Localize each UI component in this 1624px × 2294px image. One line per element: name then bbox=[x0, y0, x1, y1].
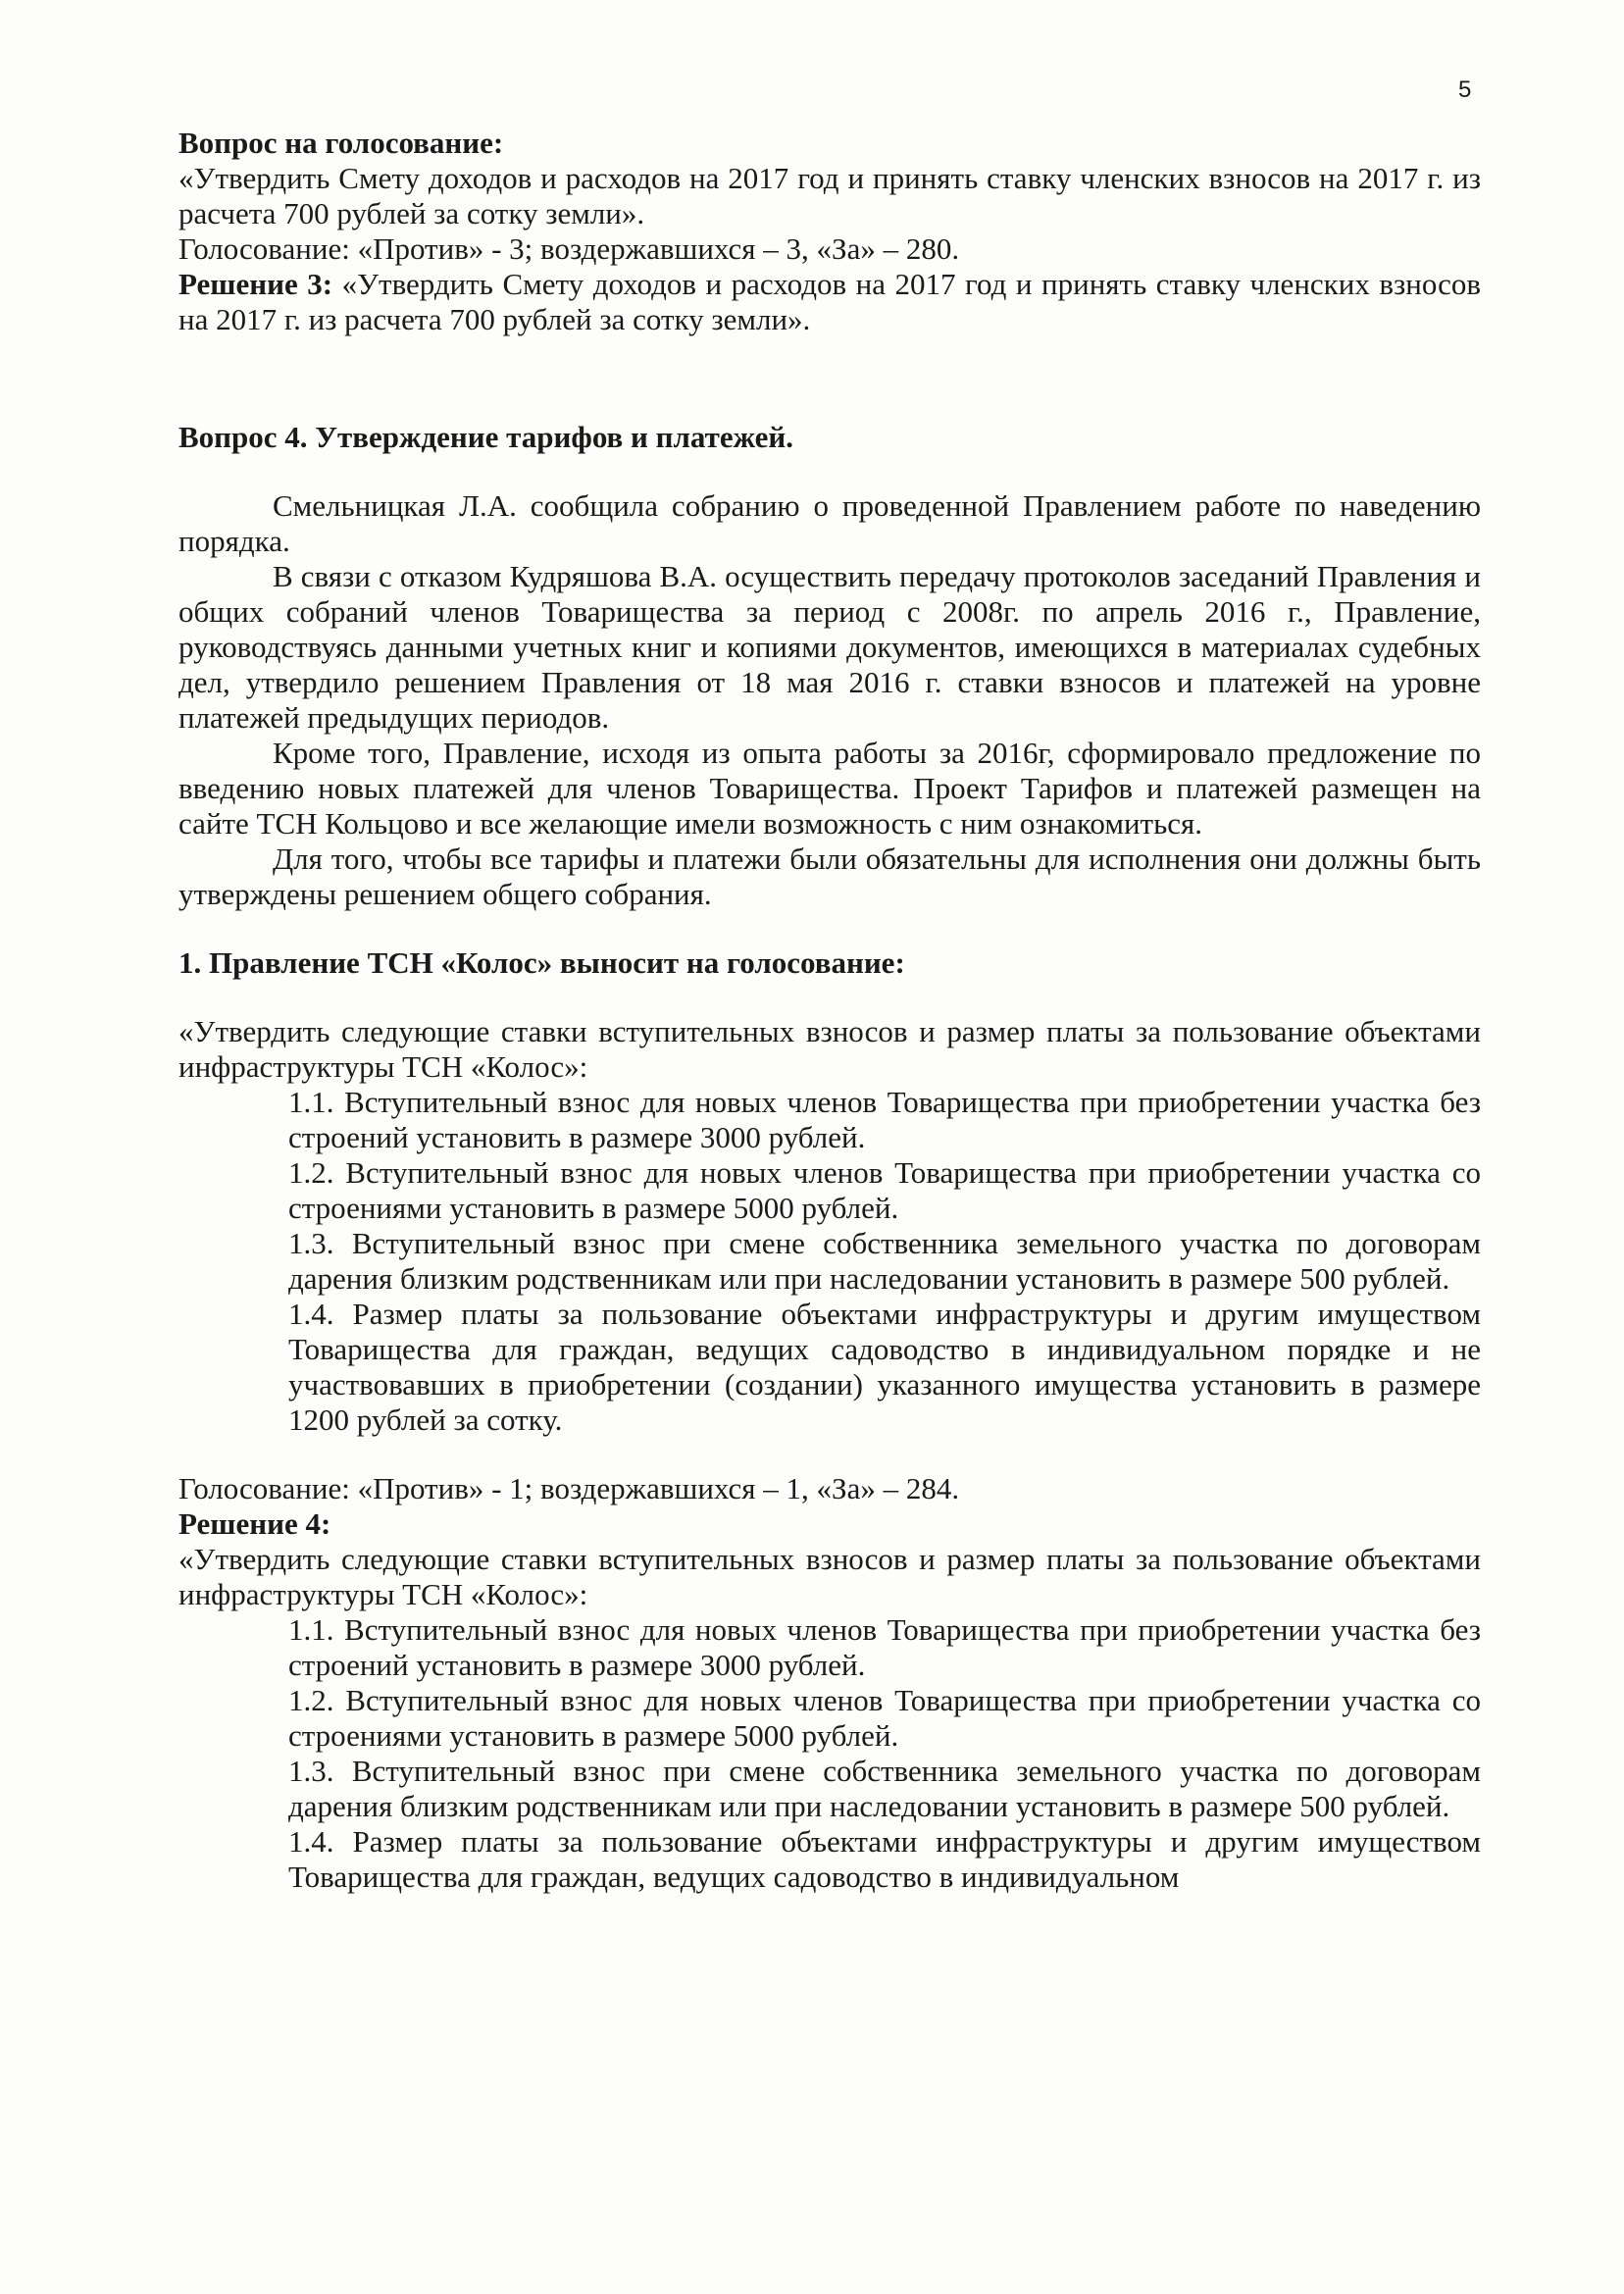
decision-3-label: Решение 3: bbox=[178, 267, 333, 301]
decision-4-label: Решение 4: bbox=[178, 1506, 331, 1541]
decision-item: 1.3. Вступительный взнос при смене собственника земельного участка по договорам дарения близким родственникам или при наследовании установить в размере 500 рублей. bbox=[288, 1754, 1481, 1823]
paragraph: Кроме того, Правление, исходя из опыта работы за 2016г, сформировало предложение по введению новых платежей для членов Товарищества. Проект Тарифов и платежей размещен на сайте ТСН Кольцово и все желающие имели возможность с ним ознакомиться. bbox=[178, 736, 1481, 841]
proposal-item: 1.3. Вступительный взнос при смене собственника земельного участка по договорам дарения близким родственникам или при наследовании установить в размере 500 рублей. bbox=[288, 1226, 1481, 1296]
decision-item: 1.2. Вступительный взнос для новых членов Товарищества при приобретении участка со строениями установить в размере 5000 рублей. bbox=[288, 1683, 1481, 1753]
decision-3 bbox=[178, 267, 1481, 337]
vote-result-4: Голосование: «Против» - 1; воздержавшихся – 1, «За» – 284. bbox=[178, 1471, 960, 1505]
paragraph: Смельницкая Л.А. сообщила собранию о проведенной Правлением работе по наведению порядка. bbox=[178, 488, 1481, 558]
document-body bbox=[178, 126, 1481, 1895]
vote-question-heading: Вопрос на голосование: bbox=[178, 126, 504, 160]
vote-question-text: «Утвердить Смету доходов и расходов на 2017 год и принять ставку членских взносов на 2017 г. из расчета 700 рублей за сотку земли». bbox=[178, 161, 1481, 230]
proposal-intro: «Утвердить следующие ставки вступительных взносов и размер платы за пользование объектами инфраструктуры ТСН «Колос»: bbox=[178, 1014, 1481, 1084]
decision-item: 1.1. Вступительный взнос для новых членов Товарищества при приобретении участка без строений установить в размере 3000 рублей. bbox=[288, 1612, 1481, 1682]
vote-result-3: Голосование: «Против» - 3; воздержавшихся – 3, «За» – 280. bbox=[178, 231, 960, 266]
proposal-item: 1.1. Вступительный взнос для новых членов Товарищества при приобретении участка без строений установить в размере 3000 рублей. bbox=[288, 1085, 1481, 1154]
decision-3-text: «Утвердить Смету доходов и расходов на 2017 год и принять ставку членских взносов на 2017 г. из расчета 700 рублей за сотку земли». bbox=[178, 267, 1481, 336]
paragraph: Для того, чтобы все тарифы и платежи были обязательны для исполнения они должны быть утверждены решением общего собрания. bbox=[178, 841, 1481, 911]
paragraph: В связи с отказом Кудряшова В.А. осуществить передачу протоколов заседаний Правления и общих собраний членов Товарищества за период с 2008г. по апрель 2016 г., Правление, руководствуясь данными учетных книг и копиями документов, имеющихся в материалах судебных дел, утвердило решением Правления от 18 мая 2016 г. ставки взносов и платежей на уровне платежей предыдущих периодов. bbox=[178, 559, 1481, 735]
decision-4-intro: «Утвердить следующие ставки вступительных взносов и размер платы за пользование объектами инфраструктуры ТСН «Колос»: bbox=[178, 1542, 1481, 1611]
question-4-heading: Вопрос 4. Утверждение тарифов и платежей. bbox=[178, 420, 794, 454]
page-number: 5 bbox=[1458, 76, 1472, 103]
proposal-item: 1.4. Размер платы за пользование объектами инфраструктуры и другим имуществом Товарищества для граждан, ведущих садоводство в индивидуальном порядке и не участвовавших в приобретении (создании) указанного имущества установить в размере 1200 рублей за сотку. bbox=[288, 1297, 1481, 1437]
decision-item: 1.4. Размер платы за пользование объектами инфраструктуры и другим имуществом Товарищества для граждан, ведущих садоводство в индивидуальном bbox=[288, 1824, 1481, 1894]
proposal-item: 1.2. Вступительный взнос для новых членов Товарищества при приобретении участка со строениями установить в размере 5000 рублей. bbox=[288, 1155, 1481, 1225]
proposal-heading: 1. Правление ТСН «Колос» выносит на голосование: bbox=[178, 945, 905, 980]
